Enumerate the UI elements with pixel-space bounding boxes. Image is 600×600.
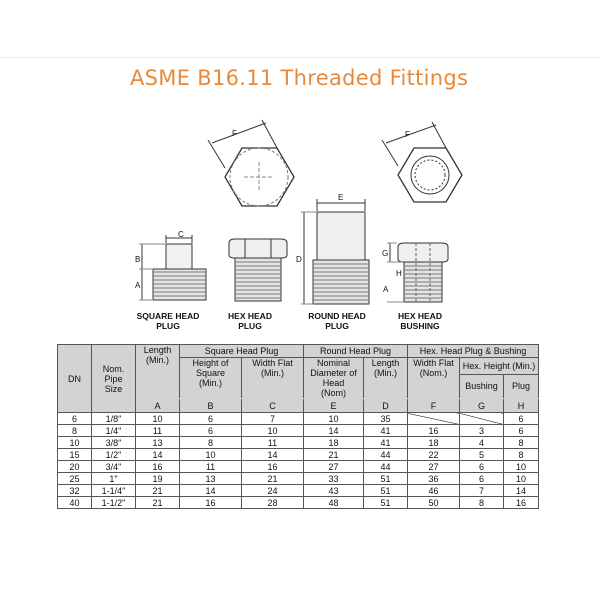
table-cell: 24: [242, 485, 304, 497]
table-cell: 22: [408, 449, 460, 461]
caption-line: BUSHING: [400, 321, 440, 331]
caption-line: ROUND HEAD: [308, 311, 366, 321]
table-cell: 46: [408, 485, 460, 497]
header-line: Size: [104, 383, 123, 394]
col-width-flat: [242, 358, 304, 399]
group-hex-height: Hex. Height (Min.): [460, 358, 539, 375]
table-cell: 27: [304, 461, 364, 473]
table-cell: 15: [58, 449, 92, 461]
header-line: Length: [371, 358, 400, 368]
group-square-head-plug: Square Head Plug: [180, 345, 304, 358]
table-cell: 6: [504, 425, 539, 437]
caption-line: PLUG: [238, 321, 262, 331]
hex-head-plug-top-view: [208, 120, 294, 206]
table-cell: 19: [136, 473, 180, 485]
dim-g: G: [382, 249, 389, 258]
table-cell: 6: [460, 461, 504, 473]
table-cell: 32: [58, 485, 92, 497]
header-line: Pipe: [104, 373, 123, 384]
table-cell: 10: [58, 437, 92, 449]
table-cell: [460, 413, 504, 425]
dimensions-table: [57, 344, 539, 509]
square-head-plug-side-view: [139, 235, 206, 300]
table-cell: 6: [460, 473, 504, 485]
table-cell: 3/8": [92, 437, 136, 449]
table-row: [58, 413, 539, 425]
table-cell: 16: [504, 497, 539, 509]
header-line: Square: [195, 368, 226, 378]
table-row: [58, 437, 539, 449]
header-line: Nominal: [316, 358, 350, 368]
table-cell: [408, 413, 460, 425]
table-cell: 48: [304, 497, 364, 509]
header-line: Width Flat: [252, 358, 293, 368]
dim-f2: F: [405, 130, 410, 139]
header-line: Width Flat: [413, 358, 454, 368]
table-cell: 8: [58, 425, 92, 437]
dim-a2: A: [383, 285, 389, 294]
table-cell: 27: [408, 461, 460, 473]
header-line: Length: [143, 345, 172, 355]
table-cell: 3: [460, 425, 504, 437]
table-cell: 1/8": [92, 413, 136, 425]
header-line: Height of: [192, 358, 229, 368]
table-cell: 14: [504, 485, 539, 497]
table-cell: 10: [504, 473, 539, 485]
table-cell: 6: [180, 425, 242, 437]
table-cell: 5: [460, 449, 504, 461]
table-cell: 21: [136, 485, 180, 497]
letter-g: G: [460, 399, 504, 413]
header-line: (Min.): [261, 368, 284, 378]
table-cell: 10: [304, 413, 364, 425]
col-bushing: Bushing: [460, 374, 504, 398]
header-line: (Nom.): [419, 368, 448, 378]
col-nominal-diameter: [304, 358, 364, 399]
table-cell: 25: [58, 473, 92, 485]
caption-hex-head-bushing: [384, 311, 456, 331]
table-cell: 6: [180, 413, 242, 425]
table-cell: 18: [408, 437, 460, 449]
table-cell: 1/2": [92, 449, 136, 461]
hex-head-plug-side-view: [229, 239, 287, 301]
dim-e: E: [338, 193, 344, 202]
table-cell: 41: [364, 425, 408, 437]
table-cell: 14: [304, 425, 364, 437]
table-cell: 14: [180, 485, 242, 497]
caption-line: SQUARE HEAD: [136, 311, 200, 321]
caption-line: PLUG: [156, 321, 180, 331]
page-title: ASME B16.11 Threaded Fittings: [130, 66, 469, 90]
table-cell: 20: [58, 461, 92, 473]
caption-line: HEX HEAD: [398, 311, 442, 321]
dim-d: D: [296, 255, 302, 264]
table-cell: 14: [242, 449, 304, 461]
hex-head-bushing-top-view: [382, 122, 462, 202]
table-cell: 51: [364, 473, 408, 485]
table-cell: 16: [180, 497, 242, 509]
table-cell: 3/4": [92, 461, 136, 473]
table-cell: 14: [136, 449, 180, 461]
table-cell: 16: [136, 461, 180, 473]
header-line: (Min.): [199, 378, 222, 388]
table-cell: 11: [180, 461, 242, 473]
table-cell: 6: [504, 413, 539, 425]
table-cell: 11: [136, 425, 180, 437]
table-cell: 10: [136, 413, 180, 425]
table-cell: 44: [364, 461, 408, 473]
dim-c: C: [178, 230, 184, 239]
table-cell: 51: [364, 485, 408, 497]
caption-line: HEX HEAD: [228, 311, 272, 321]
table-cell: 10: [504, 461, 539, 473]
table-row: [58, 485, 539, 497]
table-cell: 1/4": [92, 425, 136, 437]
table-cell: 1-1/2": [92, 497, 136, 509]
table-cell: 13: [136, 437, 180, 449]
table-cell: 7: [242, 413, 304, 425]
caption-line: PLUG: [325, 321, 349, 331]
table-cell: 33: [304, 473, 364, 485]
table-cell: 16: [242, 461, 304, 473]
group-hex-head: Hex. Head Plug & Bushing: [408, 345, 539, 358]
table-row: [58, 461, 539, 473]
header-line: (Min.): [146, 355, 169, 365]
table-cell: 41: [364, 437, 408, 449]
table-cell: 16: [408, 425, 460, 437]
letter-d: D: [364, 399, 408, 413]
table-cell: 11: [242, 437, 304, 449]
round-head-plug-side-view: [301, 199, 369, 304]
col-plug: Plug: [504, 374, 539, 398]
table-cell: 1": [92, 473, 136, 485]
col-round-length: [364, 358, 408, 399]
table-cell: 43: [304, 485, 364, 497]
table-row: [58, 425, 539, 437]
col-length: [136, 345, 180, 399]
table-cell: 7: [460, 485, 504, 497]
table-cell: 40: [58, 497, 92, 509]
table-cell: 36: [408, 473, 460, 485]
table-cell: 8: [180, 437, 242, 449]
dim-f1: F: [232, 129, 237, 138]
table-cell: 8: [504, 449, 539, 461]
letter-h: H: [504, 399, 539, 413]
col-dn: DN: [58, 345, 92, 413]
table-row: [58, 473, 539, 485]
table-cell: 21: [242, 473, 304, 485]
table-row: [58, 497, 539, 509]
col-nom-pipe-size: [92, 345, 136, 413]
letter-e: E: [304, 399, 364, 413]
table-cell: 28: [242, 497, 304, 509]
col-hex-width-flat: [408, 358, 460, 399]
table-cell: 10: [180, 449, 242, 461]
table-cell: 13: [180, 473, 242, 485]
table-row: [58, 449, 539, 461]
table-cell: 51: [364, 497, 408, 509]
caption-hex-head-plug: [218, 311, 282, 331]
header-line: (Nom): [321, 388, 346, 398]
dim-a1: A: [135, 281, 141, 290]
letter-a: A: [136, 399, 180, 413]
table-cell: 1-1/4": [92, 485, 136, 497]
dim-b: B: [135, 255, 141, 264]
caption-square-head-plug: [128, 311, 208, 331]
header-line: Head: [322, 378, 345, 388]
letter-b: B: [180, 399, 242, 413]
table-cell: 50: [408, 497, 460, 509]
group-round-head-plug: Round Head Plug: [304, 345, 408, 358]
letter-f: F: [408, 399, 460, 413]
table-cell: 21: [136, 497, 180, 509]
table-cell: 18: [304, 437, 364, 449]
table-cell: 8: [460, 497, 504, 509]
table-cell: 4: [460, 437, 504, 449]
table-body: [58, 413, 539, 509]
table-cell: 44: [364, 449, 408, 461]
header-line: (Min.): [374, 368, 397, 378]
col-height-of-square: [180, 358, 242, 399]
header-line: Nom.: [102, 363, 125, 374]
table-cell: 10: [242, 425, 304, 437]
caption-round-head-plug: [297, 311, 377, 331]
letter-c: C: [242, 399, 304, 413]
header-line: Diameter of: [310, 368, 357, 378]
table-cell: 8: [504, 437, 539, 449]
table-cell: 21: [304, 449, 364, 461]
table-cell: 35: [364, 413, 408, 425]
dim-h: H: [396, 269, 402, 278]
table-cell: 6: [58, 413, 92, 425]
